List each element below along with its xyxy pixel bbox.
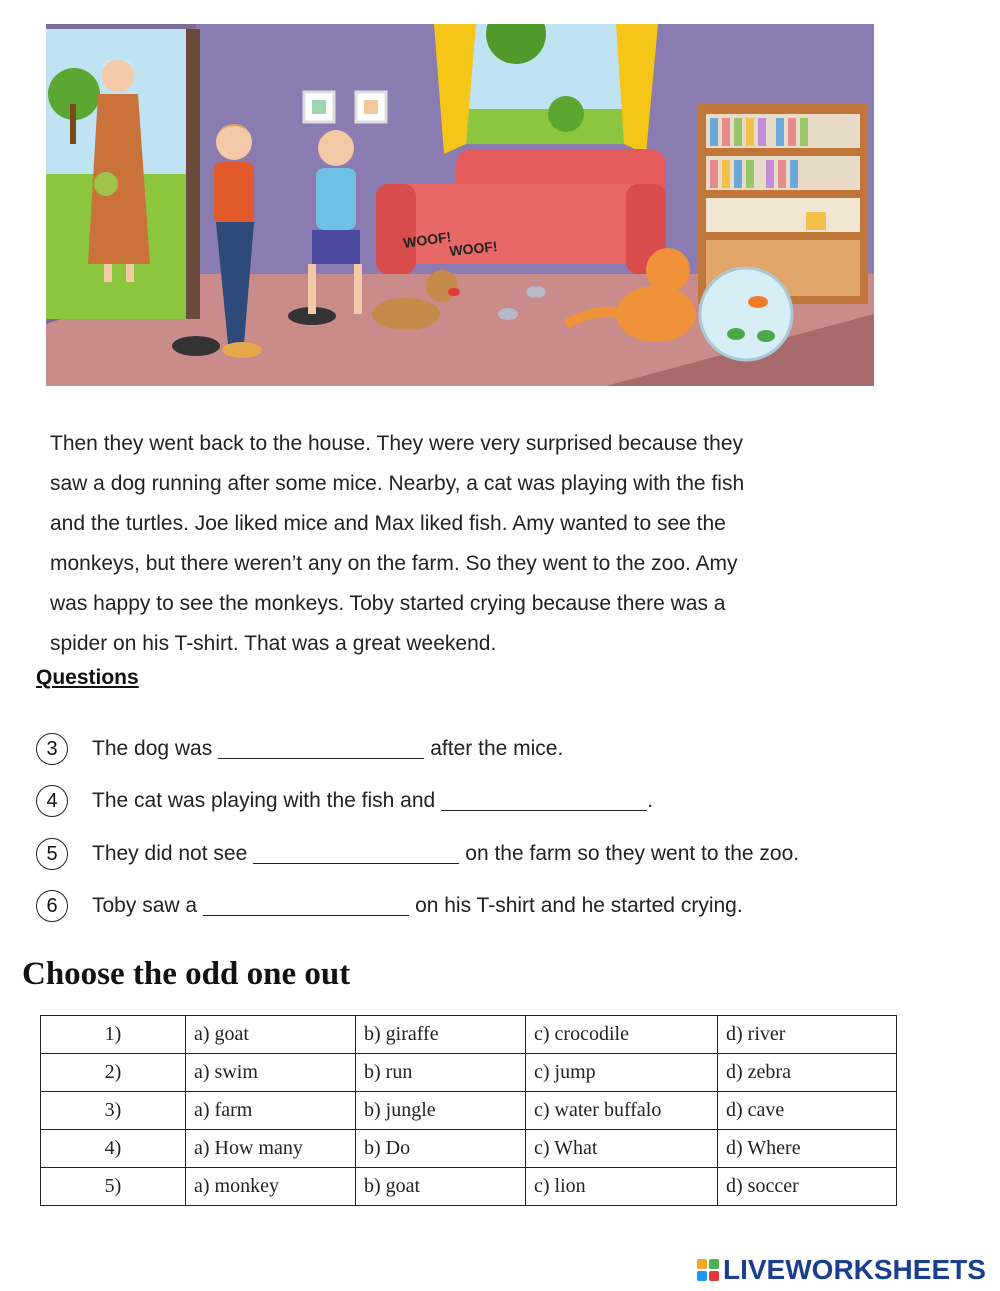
option-a[interactable]: a) goat [186,1016,356,1054]
story-paragraph [50,424,910,664]
question-text-after: after the mice. [430,737,564,760]
mouse [498,308,518,320]
story-line: monkeys, but there weren’t any on the farm. So they went to the zoo. Amy [50,552,738,575]
story-line: saw a dog running after some mice. Nearby, a cat was playing with the fish [50,472,745,495]
option-a[interactable]: a) How many [186,1130,356,1168]
questions-heading: Questions [36,666,139,689]
table-row [41,1130,897,1168]
living-room-illustration [46,24,874,386]
option-d[interactable]: d) Where [718,1130,897,1168]
question-number: 3 [36,733,68,765]
answer-blank[interactable] [253,845,459,864]
story-line: Then they went back to the house. They were very surprised because they [50,432,743,455]
item-number: 3) [41,1092,186,1130]
question-number: 6 [36,890,68,922]
story-line: was happy to see the monkeys. Toby started crying because there was a [50,592,726,615]
option-d[interactable]: d) river [718,1016,897,1054]
option-d[interactable]: d) cave [718,1092,897,1130]
question-number: 5 [36,838,68,870]
story-line: spider on his T-shirt. That was a great weekend. [50,632,497,655]
answer-blank[interactable] [203,897,409,916]
question-text-after: on his T-shirt and he started crying. [415,894,743,917]
question-text-before: They did not see [92,842,248,865]
item-number: 5) [41,1168,186,1206]
odd-one-out-table [40,1015,897,1206]
question-5 [36,836,799,872]
answer-blank[interactable] [441,792,647,811]
option-d[interactable]: d) zebra [718,1054,897,1092]
option-a[interactable]: a) monkey [186,1168,356,1206]
option-b[interactable]: b) Do [356,1130,526,1168]
option-c[interactable]: c) lion [526,1168,718,1206]
option-c[interactable]: c) crocodile [526,1016,718,1054]
option-c[interactable]: c) What [526,1130,718,1168]
table-row [41,1054,897,1092]
option-a[interactable]: a) swim [186,1054,356,1092]
item-number: 2) [41,1054,186,1092]
woof-sound-2: WOOF! [448,238,499,259]
table-row [41,1092,897,1130]
option-b[interactable]: b) jungle [356,1092,526,1130]
question-4 [36,783,653,819]
table-row [41,1168,897,1206]
option-c[interactable]: c) water buffalo [526,1092,718,1130]
liveworksheets-icon [697,1259,719,1281]
question-3 [36,731,563,767]
item-number: 1) [41,1016,186,1054]
item-number: 4) [41,1130,186,1168]
question-text-after: on the farm so they went to the zoo. [465,842,800,865]
question-text-after: . [647,789,654,812]
brand-name: LIVEWORKSHEETS [723,1254,986,1285]
story-illustration [46,24,874,386]
fishbowl [700,268,792,360]
mouse [526,286,546,298]
option-b[interactable]: b) goat [356,1168,526,1206]
question-text-before: The cat was playing with the fish and [92,789,436,812]
odd-one-out-heading: Choose the odd one out [22,956,351,992]
option-b[interactable]: b) giraffe [356,1016,526,1054]
option-d[interactable]: d) soccer [718,1168,897,1206]
liveworksheets-logo[interactable] [697,1254,986,1286]
question-text-before: The dog was [92,737,213,760]
question-6 [36,888,743,924]
question-number: 4 [36,785,68,817]
answer-blank[interactable] [218,740,424,759]
table-row [41,1016,897,1054]
option-c[interactable]: c) jump [526,1054,718,1092]
option-a[interactable]: a) farm [186,1092,356,1130]
question-text-before: Toby saw a [92,894,198,917]
option-b[interactable]: b) run [356,1054,526,1092]
story-line: and the turtles. Joe liked mice and Max liked fish. Amy wanted to see the [50,512,726,535]
woof-sound-1: WOOF! [402,228,453,251]
